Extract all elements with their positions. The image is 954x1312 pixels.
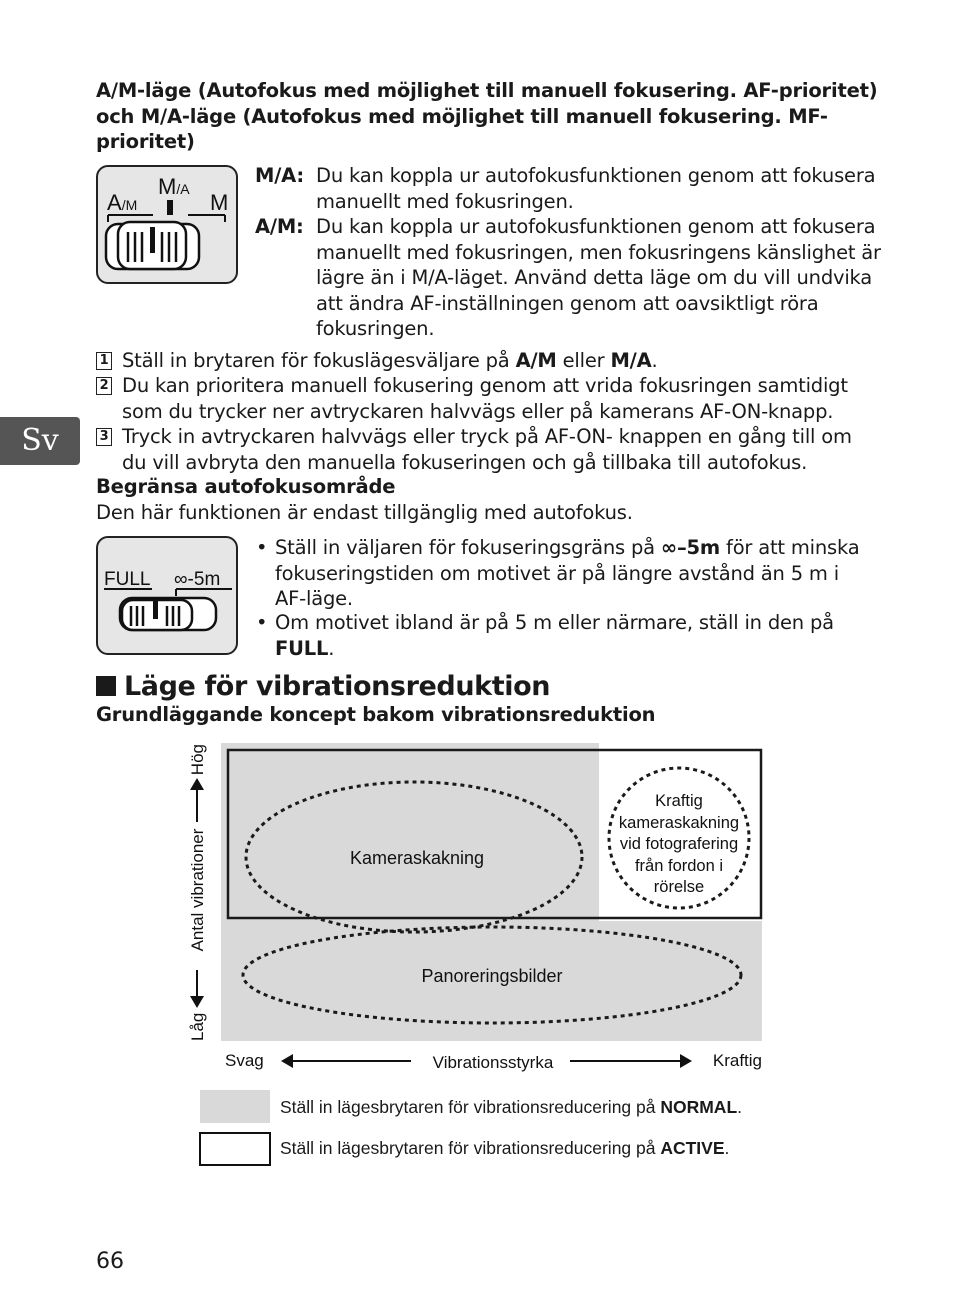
legend-normal: Ställ in lägesbrytaren för vibrationsreducering på NORMAL. bbox=[280, 1097, 743, 1117]
switch-label-m: M bbox=[210, 190, 229, 215]
definition-term: M/A: bbox=[255, 164, 304, 187]
step-text: Du kan prioritera manuell fokusering genom att vrida fokusringen samtidigt som du trycker ner avtryckaren halvvägs eller på kamerans AF-ON-knapp. bbox=[122, 374, 848, 423]
step-text: Tryck in avtryckaren halvvägs eller tryck på AF-ON- knappen en gång till om du vill avbryta den manuella fokuseringen och gå tillbaka till autofokus. bbox=[122, 425, 852, 474]
step-number: 3 bbox=[96, 428, 112, 446]
legend-swatch-normal bbox=[200, 1090, 270, 1123]
am-ma-heading: A/M-läge (Autofokus med möjlighet till manuell fokusering. AF-prioritet) och M/A-läge (Autofokus med möjlighet till manuell fokusering. MF-prioritet) bbox=[96, 79, 878, 153]
switch-label-am: A bbox=[107, 190, 122, 215]
x-axis-label: Vibrationsstyrka bbox=[432, 1053, 554, 1072]
page-number: 66 bbox=[96, 1249, 124, 1274]
vehicle-label-line: Kraftig bbox=[655, 792, 703, 810]
bullet-dot: • bbox=[256, 611, 268, 634]
x-axis-low-label: Svag bbox=[225, 1051, 264, 1070]
step-number: 2 bbox=[96, 377, 112, 395]
limit-af-heading: Begränsa autofokusområde bbox=[96, 475, 396, 498]
y-axis-label: Antal vibrationer bbox=[188, 828, 207, 952]
bullet-text: Om motivet ibland är på 5 m eller närmare, ställ in den på FULL. bbox=[275, 611, 834, 660]
switch-label-full: FULL bbox=[104, 569, 151, 590]
switch-label-inf: ∞-5m bbox=[174, 569, 221, 590]
step-text: Ställ in brytaren för fokuslägesväljare på A/M eller M/A. bbox=[122, 349, 658, 372]
limit-af-intro: Den här funktionen är endast tillgänglig med autofokus. bbox=[96, 501, 633, 524]
legend-active: Ställ in lägesbrytaren för vibrationsreducering på ACTIVE. bbox=[280, 1138, 730, 1158]
vehicle-label-line: vid fotografering bbox=[619, 835, 739, 853]
y-axis-arrow-up-icon bbox=[190, 778, 204, 790]
y-axis-high-label: Hög bbox=[188, 744, 207, 776]
definition-desc: Du kan koppla ur autofokusfunktionen genom att fokusera manuellt med fokusringen. bbox=[316, 164, 876, 213]
language-tab: Sv bbox=[0, 417, 80, 465]
bullet-text: Ställ in väljaren för fokuseringsgräns på ∞–5m för att minska fokuseringstiden om motivet är på längre avstånd än 5 m i AF-läge. bbox=[275, 536, 860, 610]
vehicle-label-line: kameraskakning bbox=[618, 814, 740, 832]
bullet-dot: • bbox=[256, 536, 268, 559]
definition-term: A/M: bbox=[255, 215, 304, 238]
definition-desc: Du kan koppla ur autofokusfunktionen genom att fokusera manuellt med fokusringen, men fokusringens känslighet är lägre än i M/A-läget. Använd detta läge om du vill undvika att ändra AF-inställningen genom att oavsiktligt röra fokusringen. bbox=[316, 215, 881, 340]
panning-label: Panoreringsbilder bbox=[421, 966, 563, 986]
x-axis-arrow-right-icon bbox=[680, 1054, 692, 1068]
x-axis-high-label: Kraftig bbox=[712, 1051, 762, 1070]
step-number: 1 bbox=[96, 352, 112, 370]
y-axis-low-label: Låg bbox=[188, 1012, 207, 1041]
camera-shake-label: Kameraskakning bbox=[349, 848, 485, 868]
legend-swatch-active bbox=[200, 1133, 270, 1165]
switch-label-ma: M bbox=[158, 174, 177, 199]
vr-section-title: Läge för vibrationsreduktion bbox=[96, 671, 550, 703]
vehicle-label-line: rörelse bbox=[653, 878, 705, 896]
svg-text:M/A: M/A bbox=[158, 174, 190, 199]
svg-text:A/M: A/M bbox=[107, 190, 138, 215]
vehicle-label-line: från fordon i bbox=[634, 857, 724, 875]
vr-subheading: Grundläggande koncept bakom vibrationsreduktion bbox=[96, 703, 656, 726]
y-axis-arrow-down-icon bbox=[190, 996, 204, 1008]
x-axis-arrow-left-icon bbox=[281, 1054, 293, 1068]
